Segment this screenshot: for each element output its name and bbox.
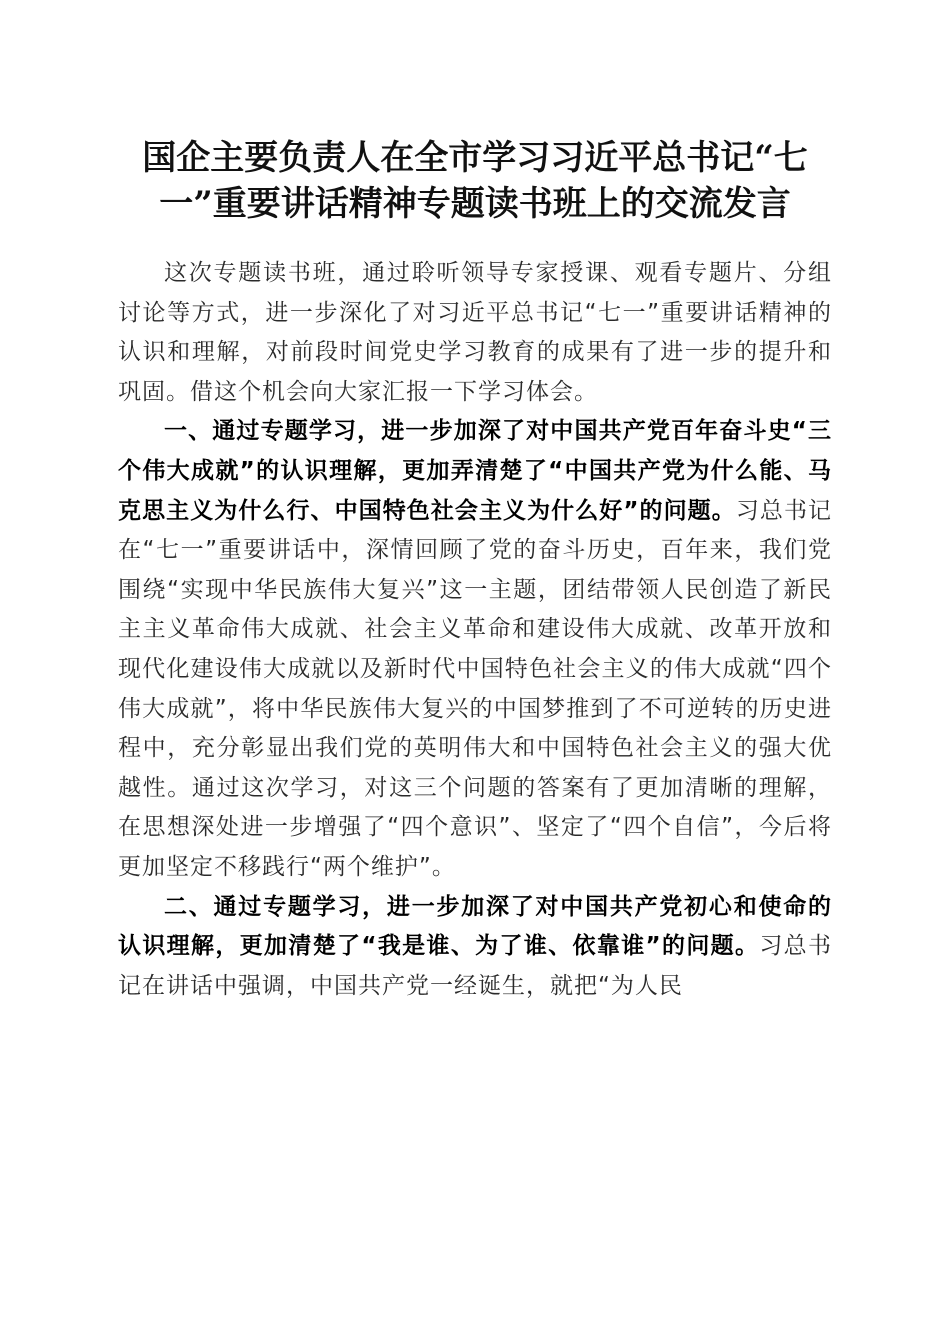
document-title <box>100 135 850 227</box>
paragraph-text: 习总书记在“七一”重要讲话中，深情回顾了党的奋斗历史，百年来，我们党围绕“实现中华民族伟大复兴”这一主题，团结带领人民创造了新民主主义革命伟大成就、社会主义革命和建设伟大成就、改革开放和现代化建设伟大成就以及新时代中国特色社会主义的伟大成就“四个伟大成就”，将中华民族伟大复兴的中国梦推到了不可逆转的历史进程中，充分彰显出我们党的英明伟大和中国特色社会主义的强大优越性。通过这次学习，对这三个问题的答案有了更加清晰的理解，在思想深处进一步增强了“四个意识”、坚定了“四个自信”，今后将更加坚定不移践行“两个维护”。 <box>118 497 833 880</box>
paragraph-text: 这次专题读书班，通过聆听领导专家授课、观看专题片、分组讨论等方式，进一步深化了对习近平总书记“七一”重要讲话精神的认识和理解，对前段时间党史学习教育的成果有了进一步的提升和巩固。借这个机会向大家汇报一下学习体会。 <box>118 260 832 405</box>
paragraph-section-1 <box>118 412 832 887</box>
document-body <box>118 254 832 1006</box>
paragraph-intro <box>118 254 832 412</box>
section-heading: 二、通过专题学习，进一步加深了对中国共产党初心和使命的认识理解，更加清楚了“我是谁、为了谁、依靠谁”的问题。 <box>118 893 832 960</box>
section-heading: 一、通过专题学习，进一步加深了对中国共产党百年奋斗史“三个伟大成就”的认识理解，更加弄清楚了“中国共产党为什么能、马克思主义为什么行、中国特色社会主义为什么好”的问题。 <box>118 418 832 524</box>
title-line-2: 一”重要讲话精神专题读书班上的交流发言 <box>159 184 791 224</box>
paragraph-text: 习总书记在讲话中强调，中国共产党一经诞生，就把“为人民 <box>118 933 833 999</box>
paragraph-section-2 <box>118 888 832 1007</box>
title-line-1: 国企主要负责人在全市学习习近平总书记“七 <box>142 138 808 178</box>
